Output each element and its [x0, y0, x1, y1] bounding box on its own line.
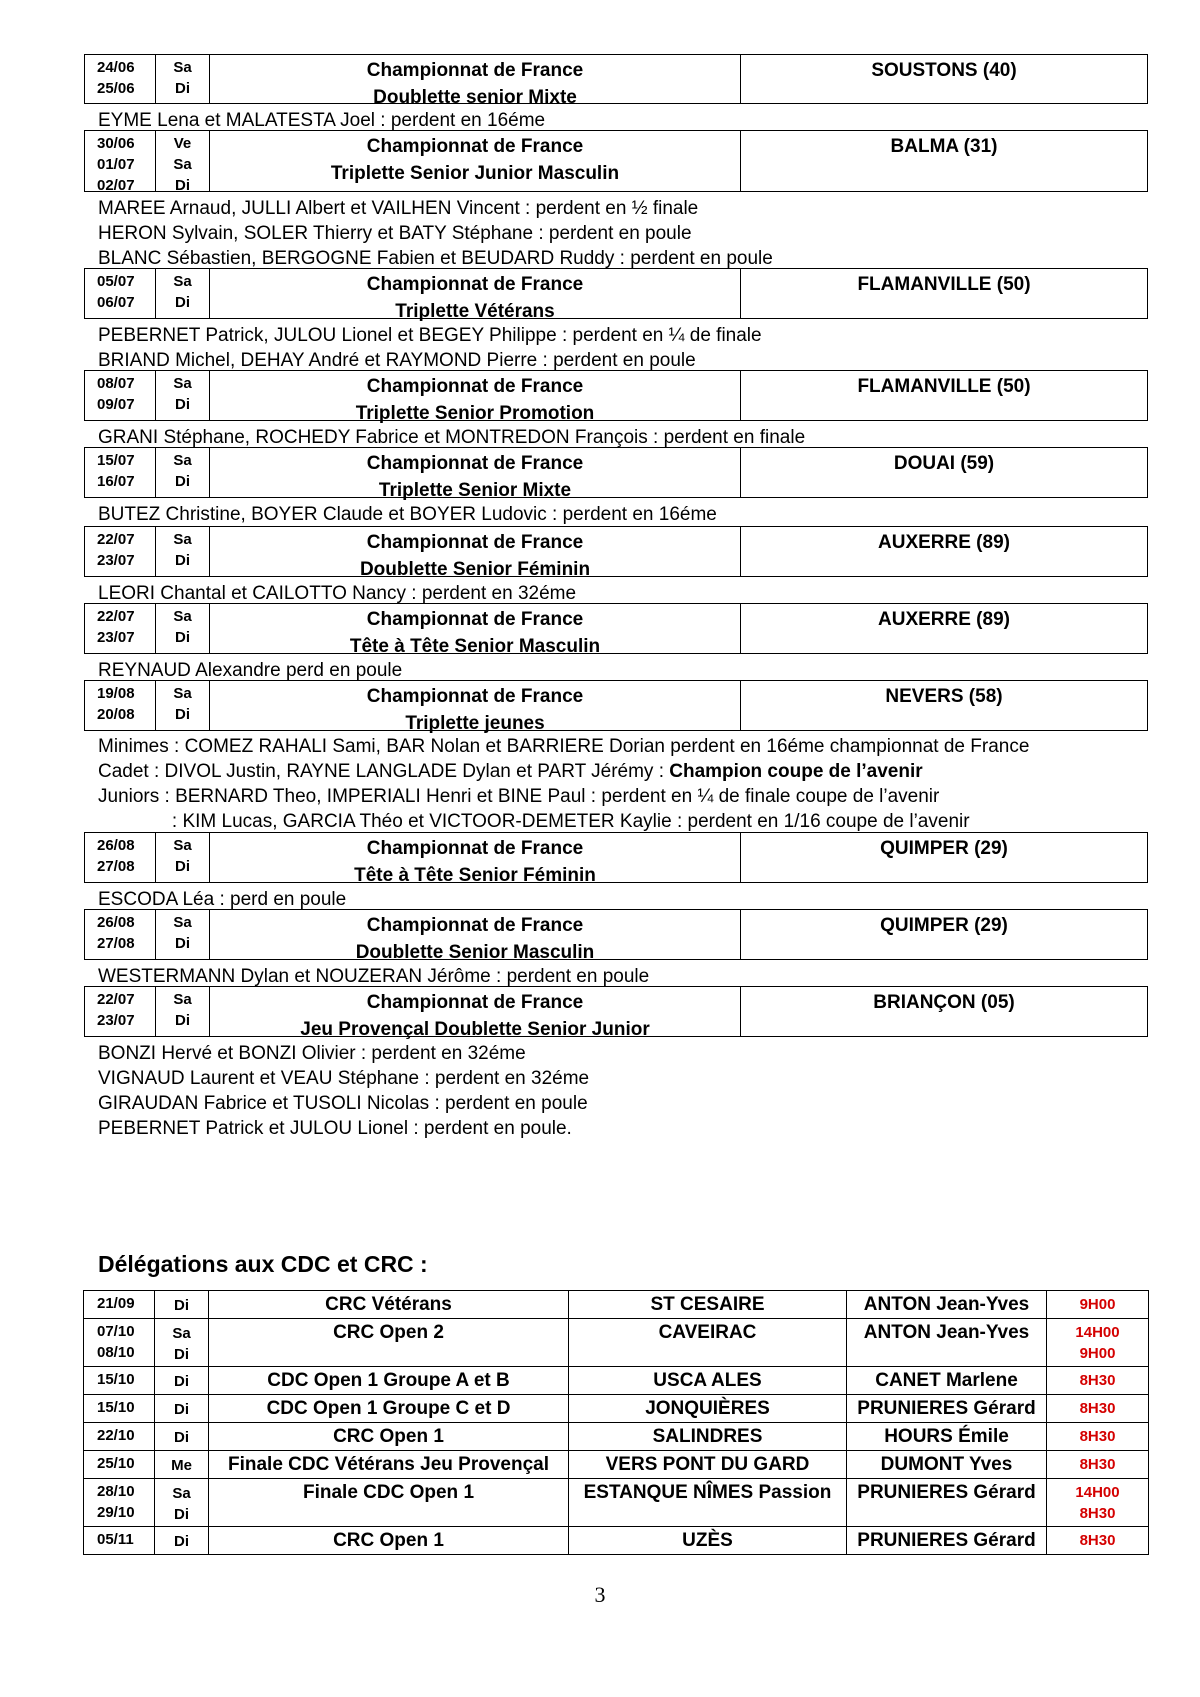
event-title-line: Championnat de France [366, 838, 584, 859]
event-days [156, 604, 210, 653]
event-box [84, 986, 1148, 1040]
event-location [741, 527, 1147, 576]
delegation-day [155, 1479, 209, 1527]
event-day: Di [175, 294, 190, 311]
delegation-day [155, 1319, 209, 1367]
event-box [84, 54, 1148, 108]
result-line: BLANC Sébastien, BERGOGNE Fabien et BEUDARD Ruddy : perdent en poule [98, 248, 773, 269]
event-date: 23/07 [97, 629, 135, 646]
event-date: 26/08 [97, 914, 135, 931]
event-title-line: Championnat de France [366, 136, 584, 157]
event-title [210, 527, 741, 580]
event-days [156, 833, 210, 882]
delegation-time-line: 9H00 [1079, 1345, 1116, 1362]
event-dates [85, 833, 156, 882]
event-box [84, 526, 1148, 580]
event-location [741, 681, 1147, 730]
delegation-day [155, 1367, 209, 1395]
event-date: 19/08 [97, 685, 135, 702]
delegation-day-line: Sa [172, 1485, 191, 1502]
delegation-time-line: 8H30 [1079, 1428, 1116, 1445]
event-date: 09/07 [97, 396, 135, 413]
event-dates [85, 910, 156, 959]
event-day: Sa [173, 914, 192, 931]
delegation-day [155, 1291, 209, 1319]
result-line: GRANI Stéphane, ROCHEDY Fabrice et MONTREDON François : perdent en finale [98, 427, 806, 448]
event-title [210, 371, 741, 424]
result-line: Minimes : COMEZ RAHALI Sami, BAR Nolan et BARRIERE Dorian perdent en 16éme championnat de France [98, 736, 1030, 757]
delegation-day-line: Di [174, 1506, 189, 1523]
result-text: Cadet : DIVOL Justin, RAYNE LANGLADE Dylan et PART Jérémy : [98, 761, 670, 782]
event-title [210, 131, 741, 191]
event-date: 01/07 [97, 156, 135, 173]
result-line: : KIM Lucas, GARCIA Théo et VICTOOR-DEMETER Kaylie : perdent en 1/16 coupe de l’avenir [98, 811, 970, 832]
event-title-line: Jeu Provençal Doublette Senior Junior [300, 1019, 650, 1040]
delegation-day-line: Di [174, 1297, 189, 1314]
delegation-day-line: Di [174, 1401, 189, 1418]
event-days [156, 131, 210, 194]
delegation-time [1047, 1367, 1149, 1395]
delegation-date-line: 28/10 [97, 1483, 135, 1500]
event-dates [85, 55, 156, 103]
delegation-day-line: Di [174, 1373, 189, 1390]
event-box [84, 680, 1148, 734]
event-day: Ve [173, 135, 192, 152]
delegation-place: JONQUIÈRES [569, 1395, 847, 1423]
event-day: Di [175, 396, 190, 413]
event-location-text: AUXERRE (89) [878, 532, 1010, 553]
delegation-row [84, 1291, 1149, 1319]
event-day: Sa [173, 837, 192, 854]
delegation-event: CDC Open 1 Groupe C et D [209, 1395, 569, 1423]
delegation-row [84, 1319, 1149, 1367]
delegation-date [84, 1423, 155, 1451]
event-dates [85, 604, 156, 653]
event-box [84, 130, 1148, 192]
event-date: 23/07 [97, 1012, 135, 1029]
event-date: 06/07 [97, 294, 135, 311]
delegation-event: CDC Open 1 Groupe A et B [209, 1367, 569, 1395]
delegation-day-line: Di [174, 1429, 189, 1446]
delegation-day-line: Sa [172, 1325, 191, 1342]
delegation-date-line: 15/10 [97, 1399, 135, 1416]
delegation-day [155, 1423, 209, 1451]
event-title-line: Championnat de France [366, 60, 584, 81]
event-title-line: Doublette Senior Masculin [355, 942, 595, 963]
delegation-time-line: 8H30 [1079, 1532, 1116, 1549]
delegation-delegate: HOURS Émile [847, 1423, 1047, 1451]
event-location-text: FLAMANVILLE (50) [857, 376, 1031, 397]
event-title-line: Championnat de France [366, 915, 584, 936]
delegation-date-line: 05/11 [97, 1531, 134, 1548]
result-line: MAREE Arnaud, JULLI Albert et VAILHEN Vincent : perdent en ½ finale [98, 198, 699, 219]
delegation-delegate: CANET Marlene [847, 1367, 1047, 1395]
event-date: 22/07 [97, 991, 135, 1008]
event-title-line: Championnat de France [366, 992, 584, 1013]
event-day: Di [175, 706, 190, 723]
delegation-place: VERS PONT DU GARD [569, 1451, 847, 1479]
delegation-delegate: PRUNIERES Gérard [847, 1395, 1047, 1423]
event-title-line: Championnat de France [366, 274, 584, 295]
result-line: BUTEZ Christine, BOYER Claude et BOYER Ludovic : perdent en 16éme [98, 504, 717, 525]
delegation-row [84, 1395, 1149, 1423]
delegation-date-line: 21/09 [97, 1295, 135, 1312]
result-line: PEBERNET Patrick et JULOU Lionel : perdent en poule. [98, 1118, 572, 1139]
delegation-row [84, 1451, 1149, 1479]
delegation-row [84, 1367, 1149, 1395]
event-dates [85, 987, 156, 1036]
delegation-time-line: 8H30 [1079, 1400, 1116, 1417]
event-location-text: SOUSTONS (40) [871, 60, 1017, 81]
delegation-row [84, 1527, 1149, 1555]
event-location [741, 448, 1147, 497]
delegation-time-line: 8H30 [1079, 1372, 1116, 1389]
result-line: Juniors : BERNARD Theo, IMPERIALI Henri et BINE Paul : perdent en ¼ de finale coupe de l’avenir [98, 786, 940, 807]
event-location [741, 269, 1147, 318]
delegation-time [1047, 1291, 1149, 1319]
event-days [156, 527, 210, 576]
event-day: Sa [173, 375, 192, 392]
delegation-delegate: DUMONT Yves [847, 1451, 1047, 1479]
event-day: Di [175, 935, 190, 952]
event-location [741, 131, 1147, 191]
delegations-heading: Délégations aux CDC et CRC : [98, 1251, 428, 1277]
event-title-line: Championnat de France [366, 376, 584, 397]
event-location [741, 910, 1147, 959]
event-title-line: Triplette Senior Promotion [355, 403, 595, 424]
event-location-text: QUIMPER (29) [880, 915, 1008, 936]
event-date: 05/07 [97, 273, 135, 290]
delegation-event: CRC Open 1 [209, 1527, 569, 1555]
event-title [210, 910, 741, 963]
delegation-date-line: 22/10 [97, 1427, 135, 1444]
event-title-line: Tête à Tête Senior Masculin [349, 636, 601, 657]
event-dates [85, 131, 156, 194]
event-days [156, 269, 210, 318]
delegation-day-line: Di [174, 1533, 189, 1550]
delegation-delegate: ANTON Jean-Yves [847, 1319, 1047, 1367]
event-days [156, 448, 210, 497]
event-box [84, 447, 1148, 501]
event-day: Sa [173, 608, 192, 625]
event-box [84, 603, 1148, 657]
delegation-date [84, 1367, 155, 1395]
event-title [210, 448, 741, 501]
event-days [156, 371, 210, 420]
delegation-day-line: Di [174, 1346, 189, 1363]
delegation-time [1047, 1395, 1149, 1423]
result-highlight: Champion coupe de l’avenir [669, 761, 923, 782]
event-title [210, 987, 741, 1040]
event-box [84, 832, 1148, 886]
event-day: Di [175, 80, 190, 97]
event-days [156, 910, 210, 959]
event-location-text: BRIANÇON (05) [873, 992, 1015, 1013]
event-title [210, 269, 741, 322]
event-date: 20/08 [97, 706, 135, 723]
result-line: VIGNAUD Laurent et VEAU Stéphane : perdent en 32éme [98, 1068, 590, 1089]
result-line: PEBERNET Patrick, JULOU Lionel et BEGEY Philippe : perdent en ¼ de finale [98, 325, 762, 346]
delegation-time [1047, 1527, 1149, 1555]
event-location [741, 604, 1147, 653]
delegation-date [84, 1479, 155, 1527]
event-location [741, 371, 1147, 420]
event-date: 08/07 [97, 375, 135, 392]
event-date: 16/07 [97, 473, 135, 490]
event-day: Di [175, 858, 190, 875]
event-day: Di [175, 177, 190, 194]
delegation-event: CRC Open 1 [209, 1423, 569, 1451]
event-location-text: AUXERRE (89) [878, 609, 1010, 630]
event-date: 27/08 [97, 858, 135, 875]
event-day: Sa [173, 59, 192, 76]
delegation-row [84, 1479, 1149, 1527]
delegation-time-line: 14H00 [1075, 1324, 1120, 1341]
delegation-place: ST CESAIRE [569, 1291, 847, 1319]
event-date: 22/07 [97, 531, 135, 548]
event-date: 27/08 [97, 935, 135, 952]
result-line: ESCODA Léa : perd en poule [98, 889, 347, 910]
delegation-time [1047, 1423, 1149, 1451]
delegation-delegate: PRUNIERES Gérard [847, 1479, 1047, 1527]
event-date: 15/07 [97, 452, 135, 469]
delegation-date [84, 1319, 155, 1367]
delegation-time-line: 14H00 [1075, 1484, 1120, 1501]
event-title [210, 55, 741, 108]
event-day: Di [175, 629, 190, 646]
event-dates [85, 371, 156, 420]
event-day: Sa [173, 531, 192, 548]
event-day: Sa [173, 156, 192, 173]
result-line: EYME Lena et MALATESTA Joel : perdent en 16éme [98, 110, 546, 131]
event-date: 22/07 [97, 608, 135, 625]
delegation-date-line: 15/10 [97, 1371, 135, 1388]
event-days [156, 55, 210, 103]
event-day: Di [175, 1012, 190, 1029]
event-date: 23/07 [97, 552, 135, 569]
delegation-place: CAVEIRAC [569, 1319, 847, 1367]
delegation-date [84, 1451, 155, 1479]
delegations-table [83, 1290, 1149, 1555]
delegation-place: UZÈS [569, 1527, 847, 1555]
event-day: Di [175, 473, 190, 490]
event-location-text: DOUAI (59) [893, 453, 995, 474]
event-title-line: Triplette Senior Junior Masculin [330, 163, 620, 184]
delegation-date [84, 1527, 155, 1555]
delegation-place: SALINDRES [569, 1423, 847, 1451]
delegation-place: ESTANQUE NÎMES Passion [569, 1479, 847, 1527]
event-day: Sa [173, 685, 192, 702]
event-box [84, 370, 1148, 424]
delegation-date [84, 1395, 155, 1423]
delegation-time [1047, 1479, 1149, 1527]
event-title [210, 604, 741, 657]
event-dates [85, 269, 156, 318]
delegation-time-line: 8H30 [1079, 1456, 1116, 1473]
event-title [210, 681, 741, 734]
event-title-line: Triplette Vétérans [395, 301, 555, 322]
event-title-line: Doublette Senior Féminin [359, 559, 591, 580]
event-date: 30/06 [97, 135, 135, 152]
event-location-text: BALMA (31) [890, 136, 998, 157]
delegation-date-line: 08/10 [97, 1344, 135, 1361]
result-line: LEORI Chantal et CAILOTTO Nancy : perdent en 32éme [98, 583, 577, 604]
result-line: WESTERMANN Dylan et NOUZERAN Jérôme : perdent en poule [98, 966, 650, 987]
delegation-day [155, 1527, 209, 1555]
delegation-event: CRC Vétérans [209, 1291, 569, 1319]
result-line: BONZI Hervé et BONZI Olivier : perdent en 32éme [98, 1043, 526, 1064]
event-title-line: Tête à Tête Senior Féminin [354, 865, 596, 886]
result-line: HERON Sylvain, SOLER Thierry et BATY Stéphane : perdent en poule [98, 223, 692, 244]
event-location [741, 55, 1147, 103]
event-day: Sa [173, 273, 192, 290]
delegation-date [84, 1291, 155, 1319]
event-title-line: Triplette jeunes [405, 713, 545, 734]
event-box [84, 909, 1148, 963]
event-days [156, 987, 210, 1036]
event-title-line: Championnat de France [366, 686, 584, 707]
event-day: Sa [173, 452, 192, 469]
delegation-place: USCA ALES [569, 1367, 847, 1395]
event-title [210, 833, 741, 886]
delegation-delegate: PRUNIERES Gérard [847, 1527, 1047, 1555]
delegation-event: Finale CDC Vétérans Jeu Provençal [209, 1451, 569, 1479]
delegation-time-line: 8H30 [1079, 1505, 1116, 1522]
page-number: 3 [594, 1582, 606, 1607]
delegation-date-line: 07/10 [97, 1323, 135, 1340]
delegation-delegate: ANTON Jean-Yves [847, 1291, 1047, 1319]
event-date: 26/08 [97, 837, 135, 854]
result-line [98, 758, 923, 785]
result-line: GIRAUDAN Fabrice et TUSOLI Nicolas : perdent en poule [98, 1093, 588, 1114]
event-date: 25/06 [97, 80, 135, 97]
event-title-line: Championnat de France [366, 532, 584, 553]
event-dates [85, 681, 156, 730]
event-dates [85, 448, 156, 497]
event-box [84, 268, 1148, 322]
delegation-event: CRC Open 2 [209, 1319, 569, 1367]
event-location-text: NEVERS (58) [885, 686, 1003, 707]
delegation-time [1047, 1451, 1149, 1479]
event-day: Sa [173, 991, 192, 1008]
event-location [741, 987, 1147, 1036]
event-day: Di [175, 552, 190, 569]
delegation-date-line: 29/10 [97, 1504, 135, 1521]
delegation-row [84, 1423, 1149, 1451]
event-location-text: QUIMPER (29) [880, 838, 1008, 859]
delegation-event: Finale CDC Open 1 [209, 1479, 569, 1527]
delegation-day [155, 1451, 209, 1479]
event-date: 02/07 [97, 177, 135, 194]
event-location-text: FLAMANVILLE (50) [857, 274, 1031, 295]
event-title-line: Championnat de France [366, 609, 584, 630]
result-line: BRIAND Michel, DEHAY André et RAYMOND Pierre : perdent en poule [98, 350, 696, 371]
result-line: REYNAUD Alexandre perd en poule [98, 660, 403, 681]
delegation-time-line: 9H00 [1079, 1296, 1116, 1313]
delegation-time [1047, 1319, 1149, 1367]
delegation-date-line: 25/10 [97, 1455, 135, 1472]
event-title-line: Triplette Senior Mixte [378, 480, 572, 501]
event-title-line: Championnat de France [366, 453, 584, 474]
delegation-day [155, 1395, 209, 1423]
event-days [156, 681, 210, 730]
event-date: 24/06 [97, 59, 135, 76]
event-location [741, 833, 1147, 882]
event-dates [85, 527, 156, 576]
delegation-day-line: Me [171, 1457, 192, 1474]
event-title-line: Doublette senior Mixte [373, 87, 577, 108]
